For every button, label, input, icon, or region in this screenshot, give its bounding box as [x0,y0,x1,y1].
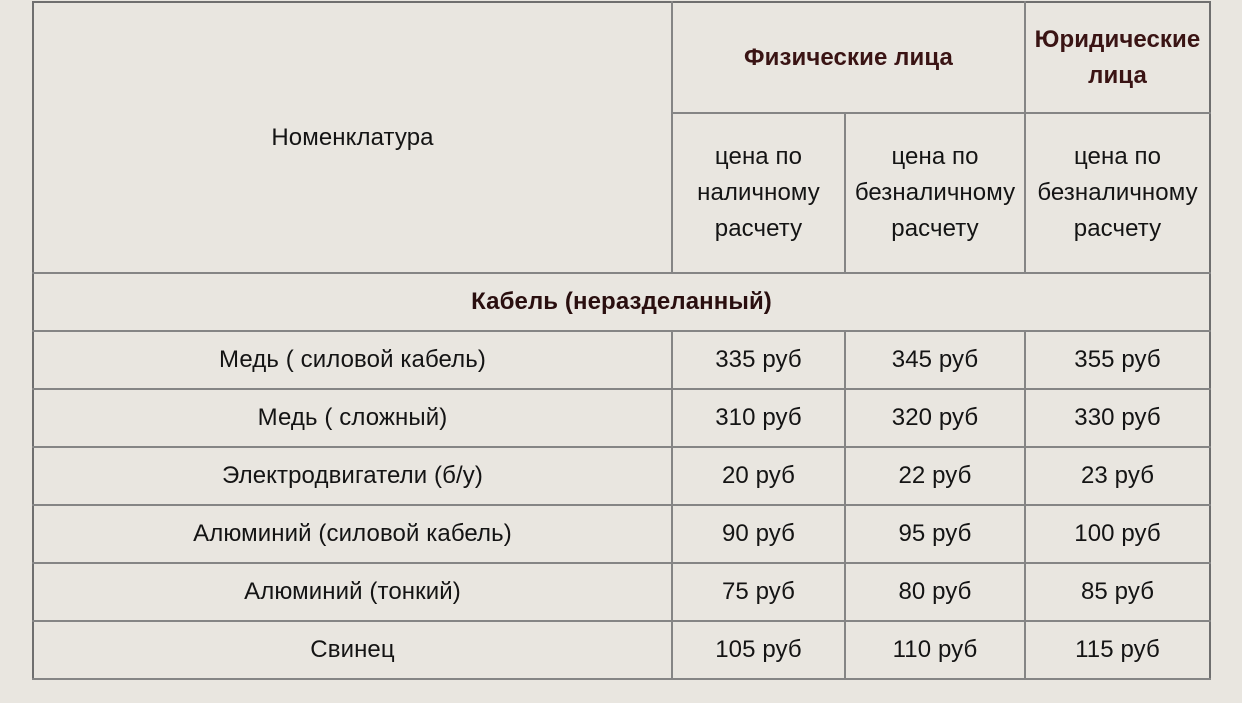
cash-price: 90 руб [672,505,845,563]
nomenclature-header-label: Номенклатура [271,123,434,151]
cashless-price-header [845,113,1025,273]
legal-price: 85 руб [1025,563,1210,621]
legal-price: 100 руб [1025,505,1210,563]
legal-price: 23 руб [1025,447,1210,505]
legal-entities-header [1025,2,1210,113]
legal-entities-header-label: Юридические лица [1034,25,1201,89]
item-name: Медь ( сложный) [33,389,672,447]
legal-cashless-price-header-label: цена по безналичному расчету [1037,143,1198,242]
cashless-price: 22 руб [845,447,1025,505]
item-name: Медь ( силовой кабель) [33,331,672,389]
cashless-price: 80 руб [845,563,1025,621]
cash-price: 105 руб [672,621,845,679]
item-name: Электродвигатели (б/у) [33,447,672,505]
cashless-price: 110 руб [845,621,1025,679]
cash-price: 20 руб [672,447,845,505]
cash-price: 310 руб [672,389,845,447]
cash-price: 335 руб [672,331,845,389]
price-table [32,1,1211,680]
table-row [33,621,1210,679]
item-name: Алюминий (тонкий) [33,563,672,621]
cashless-price: 345 руб [845,331,1025,389]
cash-price-header-label: цена по наличному расчету [697,143,820,242]
legal-price: 330 руб [1025,389,1210,447]
legal-price: 355 руб [1025,331,1210,389]
cashless-price-header-label: цена по безналичному расчету [854,143,1016,242]
cashless-price: 320 руб [845,389,1025,447]
table-row [33,563,1210,621]
cash-price: 75 руб [672,563,845,621]
item-name: Свинец [33,621,672,679]
section-title-label: Кабель (неразделанный) [471,288,772,315]
table-row [33,331,1210,389]
section-title [33,273,1210,331]
table-row [33,447,1210,505]
legal-cashless-price-header [1025,113,1210,273]
cashless-price: 95 руб [845,505,1025,563]
table-row [33,505,1210,563]
individuals-header-label: Физические лица [744,43,953,71]
legal-price: 115 руб [1025,621,1210,679]
individuals-header [672,2,1025,113]
table-header-row-top [33,2,1210,113]
table-row [33,389,1210,447]
cash-price-header [672,113,845,273]
nomenclature-header [33,2,672,273]
section-row [33,273,1210,331]
item-name: Алюминий (силовой кабель) [33,505,672,563]
